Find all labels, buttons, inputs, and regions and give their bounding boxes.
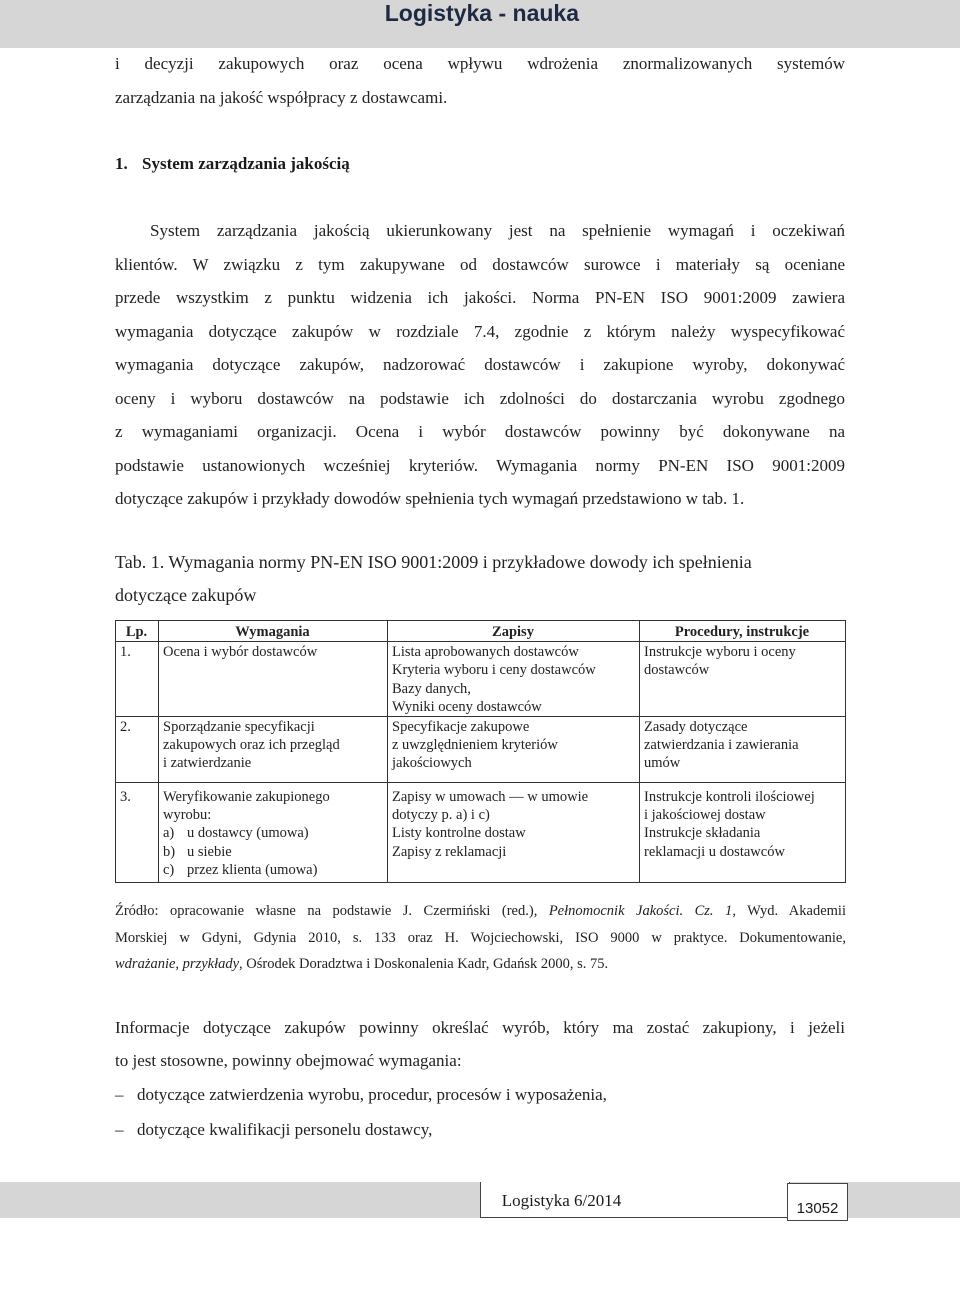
text-line: wymagania dotyczące zakupów, nadzorować dostawców i zakupione wyroby, dokonywać (115, 355, 845, 374)
source-line: Morskiej w Gdyni, Gdynia 2010, s. 133 oraz H. Wojciechowski, ISO 9000 w praktyce. Dokumentowanie, (115, 929, 846, 946)
cell-line: umów (644, 755, 681, 772)
dash-marker: – (115, 1120, 124, 1139)
caption-line: Tab. 1. Wymagania normy PN-EN ISO 9001:2009 i przykładowe dowody ich spełnienia (115, 552, 752, 572)
cell-line: Ocena i wybór dostawców (163, 644, 318, 661)
cell-line: reklamacji u dostawców (644, 843, 785, 860)
table-caption (115, 546, 845, 612)
text-line: z wymaganiami organizacji. Ocena i wybór dostawców powinny być dokonywane na (115, 422, 845, 441)
list-item (115, 1112, 845, 1147)
cell-wymagania (159, 717, 388, 783)
table-row (116, 717, 846, 783)
header-bar (0, 0, 960, 48)
sub-item (163, 861, 382, 879)
cell-zapisy (388, 642, 640, 717)
caption-line: dotyczące zakupów (115, 585, 257, 605)
list-item (115, 1077, 845, 1112)
journal-section-title: Logistyka - nauka (384, 0, 579, 26)
sub-item-marker: a) (163, 825, 175, 842)
dash-marker: – (115, 1085, 124, 1104)
source-note (115, 898, 846, 978)
cell-line: Instrukcje kontroli ilościowej (644, 789, 815, 806)
text-line: System zarządzania jakością ukierunkowany jest na spełnienie wymagań i oczekiwań (150, 221, 845, 240)
cell-line: Bazy danych, (392, 680, 471, 697)
section-title: System zarządzania jakością (142, 154, 350, 173)
sub-item-marker: b) (163, 843, 176, 860)
cell-line: dotyczy p. a) i c) (392, 807, 490, 824)
text-line: przede wszystkim z punktu widzenia ich jakości. Norma PN-EN ISO 9001:2009 zawiera (115, 288, 845, 307)
footer-journal-label: Logistyka 6/2014 (501, 1191, 622, 1210)
cell-line: jakościowych (392, 755, 472, 772)
text-line: oceny i wyboru dostawców na podstawie ich zdolności do dostarczania wyrobu zgodnego (115, 388, 845, 408)
cell-line: i zatwierdzanie (163, 755, 252, 772)
page-number: 13052 (787, 1183, 848, 1221)
text-line: dotyczące zakupów i przykłady dowodów spełnienia tych wymagań przedstawiono w tab. 1. (115, 489, 745, 508)
cell-procedury (640, 642, 846, 717)
text-line: klientów. W związku z tym zakupywane od dostawców surowce i materiały są oceniane (115, 254, 845, 274)
text-line: podstawie ustanowionych wcześniej kryteriów. Wymagania normy PN-EN ISO 9001:2009 (115, 455, 845, 475)
cell-line: Kryteria wyboru i ceny dostawców (392, 662, 596, 679)
list-item-text: dotyczące zatwierdzenia wyrobu, procedur, procesów i wyposażenia, (137, 1085, 607, 1104)
cell-zapisy (388, 717, 640, 783)
bullet-list (115, 1077, 845, 1147)
intro-paragraph (115, 47, 845, 114)
cell-line: Instrukcje wyboru i oceny (644, 644, 796, 661)
sub-item (163, 824, 382, 842)
sub-item (163, 843, 382, 861)
cell-lp: 3. (116, 783, 159, 883)
requirements-paragraph (115, 1011, 845, 1077)
cell-line: Specyfikacje zakupowe (392, 719, 530, 736)
cell-line: Instrukcje składania (644, 825, 761, 842)
cell-line: wyrobu: (163, 807, 212, 824)
cell-zapisy (388, 783, 640, 883)
section-number: 1. (115, 154, 128, 173)
sub-item-text: u siebie (187, 843, 232, 860)
section-heading (115, 150, 350, 178)
source-line (115, 898, 846, 925)
column-header-zapisy: Zapisy (388, 621, 640, 642)
cell-line: Sporządzanie specyfikacji (163, 719, 315, 736)
cell-lp: 2. (116, 717, 159, 783)
source-title-italic: Pełnomocnik Jakości. Cz. 1 (548, 903, 733, 919)
source-text: , Ośrodek Doradztwa i Doskonalenia Kadr, Gdańsk 2000, s. 75. (239, 956, 609, 972)
cell-line: zatwierdzania i zawierania (644, 737, 799, 754)
cell-procedury (640, 717, 846, 783)
table-header-row (116, 621, 846, 642)
sub-item-marker: c) (163, 861, 175, 878)
cell-line: Zapisy z reklamacji (392, 843, 507, 860)
source-text: Źródło: opracowanie własne na podstawie J. Czermiński (red.), (115, 903, 549, 919)
cell-line: Weryfikowanie zakupionego (163, 789, 330, 806)
source-text: , Wyd. Akademii (732, 903, 846, 919)
cell-line: Lista aprobowanych dostawców (392, 644, 579, 661)
column-header-wymagania: Wymagania (159, 621, 388, 642)
list-item-text: dotyczące kwalifikacji personelu dostawcy, (137, 1120, 433, 1139)
cell-line: zakupowych oraz ich przegląd (163, 737, 340, 754)
cell-line: Zasady dotyczące (644, 719, 748, 736)
cell-line: i jakościowej dostaw (644, 807, 766, 824)
cell-procedury (640, 783, 846, 883)
text-line: zarządzania na jakość współpracy z dostawcami. (115, 87, 448, 107)
column-header-lp: Lp. (116, 621, 159, 642)
text-line: i decyzji zakupowych oraz ocena wpływu wdrożenia znormalizowanych systemów (115, 54, 845, 73)
column-header-procedury: Procedury, instrukcje (640, 621, 846, 642)
text-line: Informacje dotyczące zakupów powinny określać wyrób, który ma zostać zakupiony, i jeżeli (115, 1018, 845, 1037)
body-paragraph (115, 214, 845, 516)
text-line: wymagania dotyczące zakupów w rozdziale 7.4, zgodnie z którym należy wyspecyfikować (115, 321, 845, 341)
cell-line: Listy kontrolne dostaw (392, 825, 526, 842)
text-line: to jest stosowne, powinny obejmować wymagania: (115, 1051, 462, 1070)
source-title-italic: wdrażanie, przykłady (115, 956, 240, 972)
source-line (115, 951, 846, 978)
sub-item-text: przez klienta (umowa) (187, 861, 318, 878)
cell-line: Zapisy w umowach — w umowie (392, 789, 589, 806)
cell-wymagania (159, 642, 388, 717)
cell-line: Wyniki oceny dostawców (392, 698, 542, 715)
cell-line: z uwzględnieniem kryteriów (392, 737, 558, 754)
cell-wymagania (159, 783, 388, 883)
cell-line: dostawców (644, 662, 710, 679)
table-row (116, 783, 846, 883)
sub-item-text: u dostawcy (umowa) (187, 825, 309, 842)
table-row (116, 642, 846, 717)
cell-lp: 1. (116, 642, 159, 717)
requirements-table (115, 620, 846, 883)
